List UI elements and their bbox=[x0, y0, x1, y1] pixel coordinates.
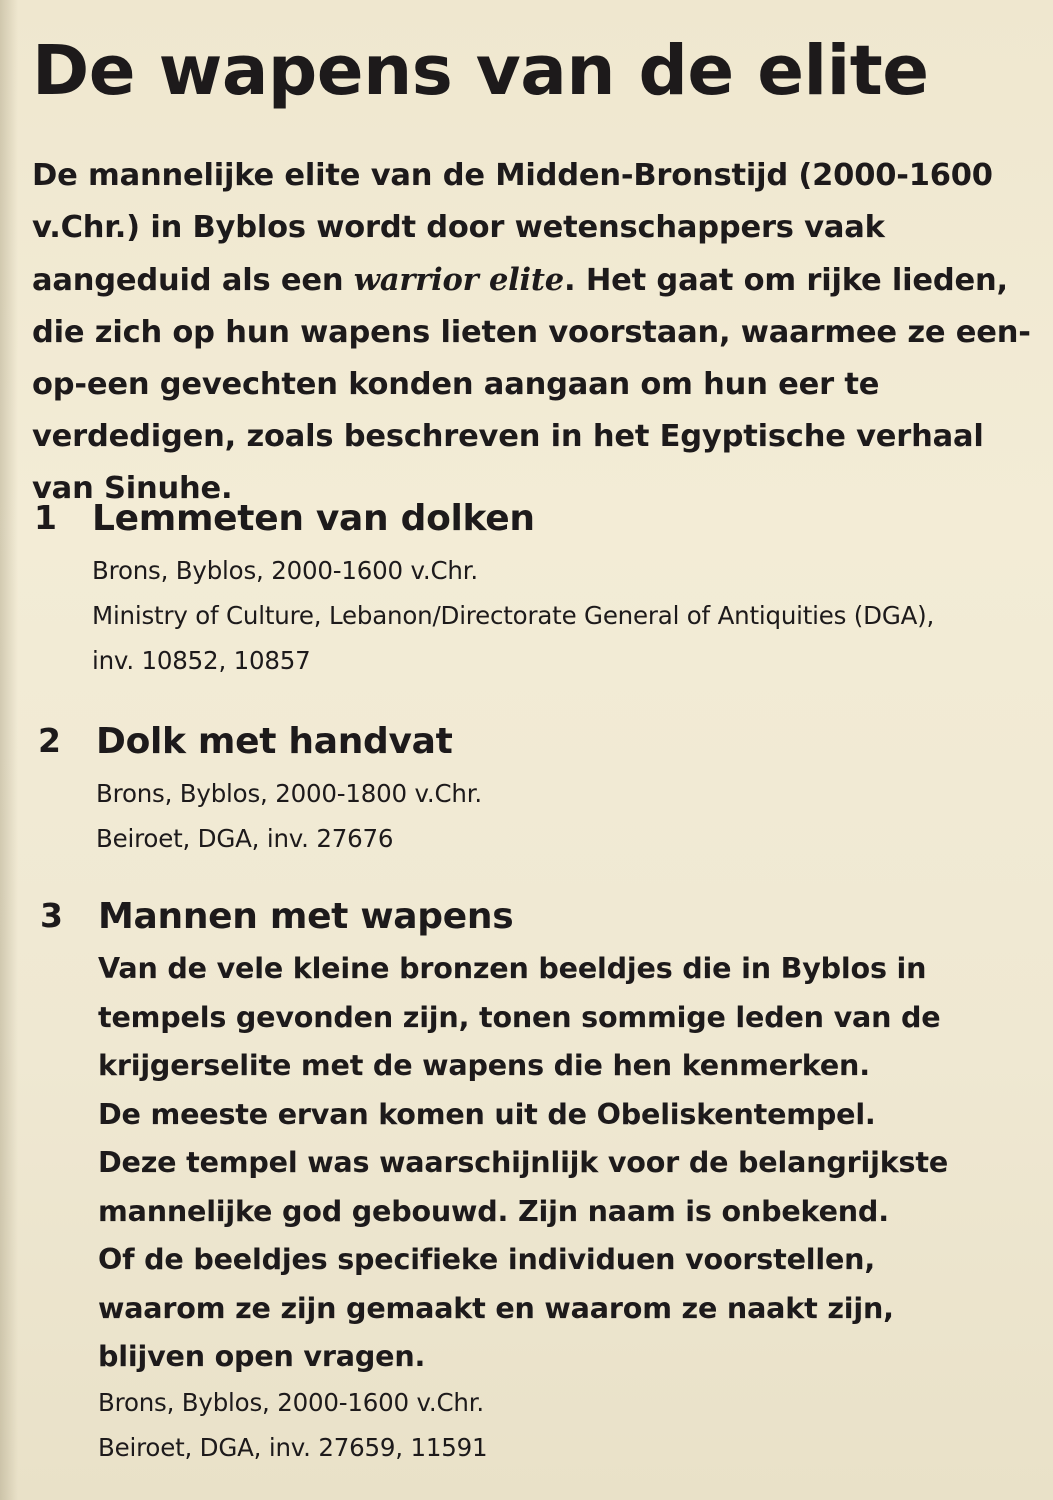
description-line: tempels gevonden zijn, tonen sommige leden van de bbox=[98, 999, 941, 1034]
description-line: krijgerselite met de wapens die hen kenmerken. bbox=[98, 1048, 870, 1082]
entry-meta bbox=[92, 548, 934, 683]
entry-inventory: inv. 10852, 10857 bbox=[92, 646, 311, 675]
entry-material: Brons, Byblos, 2000-1600 v.Chr. bbox=[98, 1388, 484, 1417]
description-line: mannelijke god gebouwd. Zijn naam is onbekend. bbox=[98, 1193, 889, 1228]
description-line: waarom ze zijn gemaakt en waarom ze naakt zijn, bbox=[98, 1290, 894, 1325]
panel-edge-shadow bbox=[0, 0, 18, 1500]
intro-text-start: De mannelijke elite van de Midden-Bronstijd (2000-1600 v.Chr.) in Byblos wordt door wetenschappers vaak aangeduid als een bbox=[32, 158, 993, 298]
entry-number: 2 bbox=[38, 721, 61, 760]
intro-text-end: . Het gaat om rijke lieden, die zich op hun wapens lieten voorstaan, waarmee ze een-op-een gevechten konden aangaan om hun eer te verdedigen, zoals beschreven in het Egyptische verhaal van Sinuhe. bbox=[32, 263, 1031, 506]
description-line: Van de vele kleine bronzen beeldjes die in Byblos in bbox=[98, 951, 927, 985]
entry-description bbox=[98, 944, 978, 1381]
entry-credit: Ministry of Culture, Lebanon/Directorate General of Antiquities (DGA), bbox=[92, 601, 935, 630]
object-entry-1 bbox=[34, 498, 994, 688]
entry-material: Brons, Byblos, 2000-1600 v.Chr. bbox=[92, 556, 478, 585]
entry-meta bbox=[98, 1380, 487, 1470]
entry-title: Mannen met wapens bbox=[98, 896, 514, 937]
intro-italic-term: warrior elite bbox=[353, 262, 565, 298]
entry-meta bbox=[96, 771, 482, 861]
object-entry-2 bbox=[38, 721, 998, 861]
description-line: De meeste ervan komen uit de Obeliskentempel. bbox=[98, 1096, 876, 1131]
description-line: Deze tempel was waarschijnlijk voor de belangrijkste bbox=[98, 1145, 949, 1179]
page-title: De wapens van de elite bbox=[32, 31, 929, 111]
description-line: Of de beeldjes specifieke individuen voorstellen, bbox=[98, 1242, 875, 1276]
object-entry-3 bbox=[40, 896, 1000, 1476]
entry-credit: Beiroet, DGA, inv. 27659, 11591 bbox=[98, 1433, 488, 1462]
entry-number: 1 bbox=[34, 498, 57, 537]
entry-title: Dolk met handvat bbox=[96, 721, 453, 762]
description-line: blijven open vragen. bbox=[98, 1339, 426, 1373]
entry-number: 3 bbox=[40, 896, 63, 935]
intro-paragraph bbox=[32, 150, 1032, 515]
entry-title: Lemmeten van dolken bbox=[92, 498, 535, 539]
entry-credit: Beiroet, DGA, inv. 27676 bbox=[96, 824, 394, 853]
entry-material: Brons, Byblos, 2000-1800 v.Chr. bbox=[96, 779, 482, 808]
